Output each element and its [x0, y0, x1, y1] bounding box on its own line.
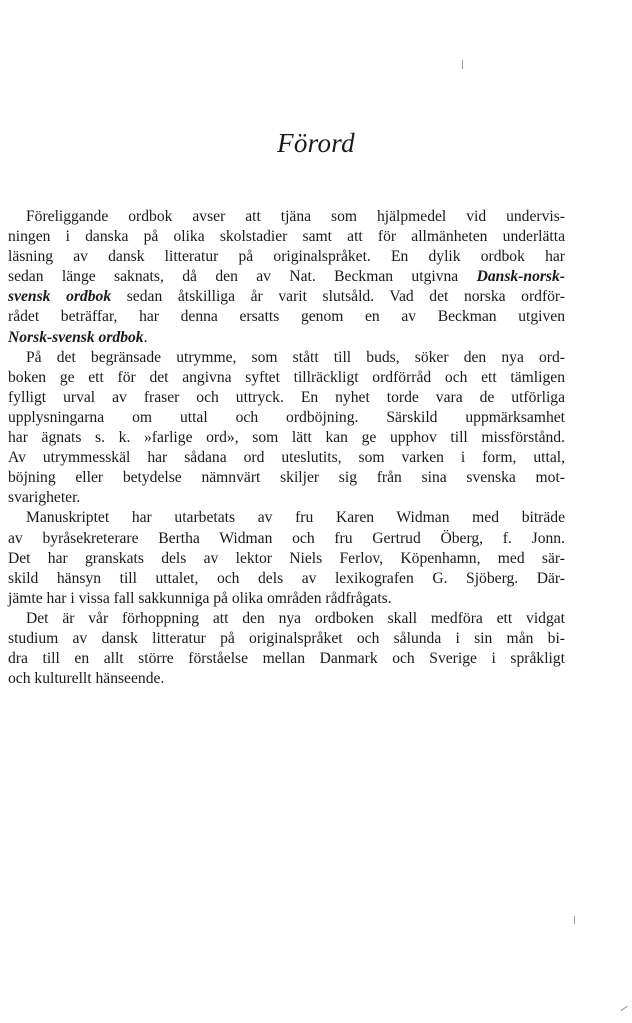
text-line — [8, 549, 565, 569]
text-run: läsning av dansk litteratur på originalspråket. En dylik ordbok har — [8, 248, 565, 266]
text-line — [8, 307, 565, 327]
text-run: Det har granskats dels av lektor Niels Ferlov, Köpenhamn, med sär- — [8, 549, 565, 567]
text-run: Manuskriptet har utarbetats av fru Karen Widman med biträde — [26, 509, 565, 527]
page-mark — [462, 60, 463, 69]
text-run: sedan åtskilliga år varit slutsåld. Vad det norska ordför- — [111, 288, 566, 306]
paragraph — [8, 508, 565, 608]
text-line — [8, 267, 565, 287]
text-line — [8, 448, 565, 468]
text-run: böjning eller betydelse nämnvärt skiljer sig från sina svenska mot- — [8, 469, 565, 487]
text-line — [8, 428, 565, 448]
page-title: Förord — [277, 128, 355, 158]
text-run: skild hänsyn till uttalet, och dels av lexikografen G. Sjöberg. Där- — [8, 569, 565, 587]
text-run: . — [143, 328, 148, 346]
text-line — [8, 468, 565, 488]
text-run: rådet beträffar, har denna ersatts genom en av Beckman utgiven — [8, 308, 565, 326]
book-title: Norsk-svensk ordbok — [8, 328, 144, 346]
text-line — [8, 488, 565, 508]
text-line — [8, 569, 565, 589]
text-line — [8, 227, 565, 247]
text-line — [8, 247, 565, 267]
text-run: sedan länge saknats, då den av Nat. Beckman utgivna — [8, 268, 477, 286]
text-run: Av utrymmesskäl har sådana ord uteslutits, som varken i form, uttal, — [8, 449, 565, 467]
text-run: svarigheter. — [8, 489, 81, 507]
text-line — [8, 408, 565, 428]
text-run: På det begränsade utrymme, som stått till buds, söker den nya ord- — [26, 348, 565, 366]
text-line — [8, 368, 565, 388]
text-line — [8, 287, 565, 307]
page-mark — [620, 1006, 627, 1011]
text-line — [8, 669, 565, 689]
text-run: upplysningarna om uttal och ordböjning. Särskild uppmärksamhet — [8, 408, 565, 426]
preface-body — [8, 207, 565, 689]
text-line — [8, 328, 565, 348]
text-run: har ägnats s. k. »farlige ord», som lätt kan ge upphov till missförstånd. — [8, 429, 565, 447]
text-run: studium av dansk litteratur på originalspråket och sålunda i sin mån bi- — [8, 629, 565, 647]
book-title: Dansk-norsk- — [476, 268, 565, 286]
text-run: dra till en allt större förståelse mellan Danmark och Sverige i språkligt — [8, 650, 565, 668]
text-run: Det är vår förhoppning att den nya ordboken skall medföra ett vidgat — [26, 609, 565, 627]
text-line — [8, 589, 565, 609]
text-run: Föreliggande ordbok avser att tjäna som hjälpmedel vid undervis- — [26, 208, 565, 225]
paragraph — [8, 609, 565, 689]
text-run: och kulturellt hänseende. — [8, 670, 165, 688]
text-line — [8, 207, 565, 227]
text-run: jämte har i vissa fall sakkunniga på olika områden rådfrågats. — [8, 589, 392, 607]
text-line — [8, 529, 565, 549]
text-line — [8, 388, 565, 408]
paragraph — [8, 207, 565, 348]
book-title: svensk ordbok — [8, 288, 112, 306]
text-run: boken ge ett för det angivna syftet tillräckligt ordförråd och ett tämligen — [8, 368, 565, 386]
text-line — [8, 508, 565, 528]
text-line — [8, 348, 565, 368]
page-mark — [574, 916, 575, 924]
text-run: ningen i danska på olika skolstadier samt att för allmänheten underlätta — [8, 228, 565, 246]
text-run: fylligt urval av fraser och uttryck. En nyhet torde vara de utförliga — [8, 388, 565, 406]
text-line — [8, 629, 565, 649]
paragraph — [8, 348, 565, 509]
text-line — [8, 649, 565, 669]
text-line — [8, 609, 565, 629]
text-run: av byråsekreterare Bertha Widman och fru Gertrud Öberg, f. Jonn. — [8, 529, 565, 547]
